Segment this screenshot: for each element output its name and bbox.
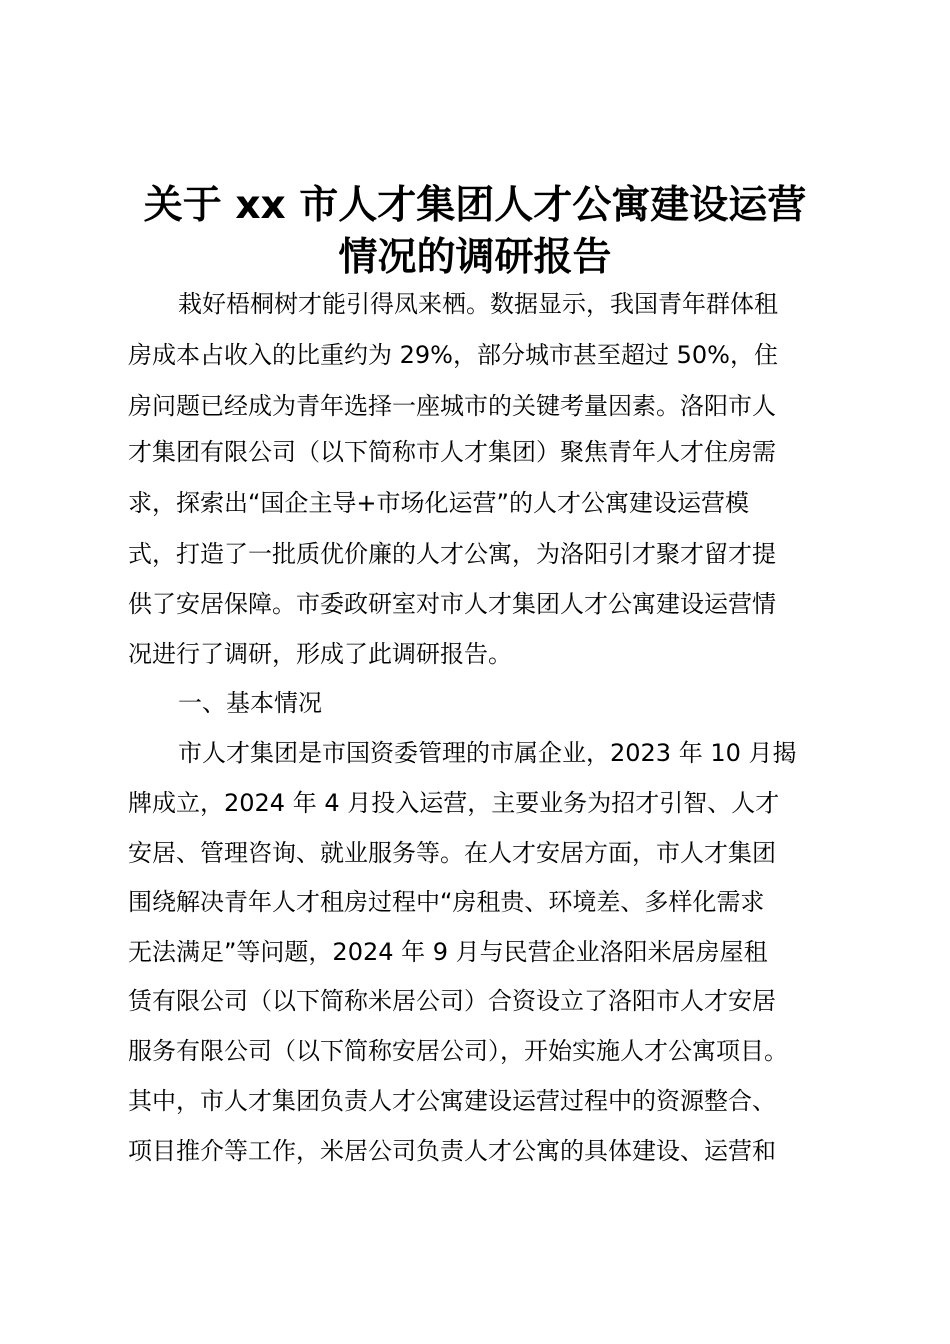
paragraph-line: 市人才集团是市国资委管理的市属企业，2023 年 10 月揭 (178, 739, 797, 767)
paragraph-line: 求，探索出“国企主导+市场化运营”的人才公寓建设运营模 (128, 489, 749, 517)
paragraph-line: 房问题已经成为青年选择一座城市的关键考量因素。洛阳市人 (128, 392, 776, 420)
paragraph-line: 赁有限公司（以下简称米居公司）合资设立了洛阳市人才安居 (128, 987, 776, 1015)
paragraph-line: 栽好梧桐树才能引得凤来栖。数据显示，我国青年群体租 (178, 290, 778, 318)
paragraph-line: 围绕解决青年人才租房过程中“房租贵、环境差、多样化需求 (128, 888, 765, 916)
paragraph-line: 式，打造了一批质优价廉的人才公寓，为洛阳引才聚才留才提 (128, 540, 776, 568)
paragraph-line: 项目推介等工作，米居公司负责人才公寓的具体建设、运营和 (128, 1137, 776, 1165)
paragraph-line: 牌成立，2024 年 4 月投入运营，主要业务为招才引智、人才 (128, 789, 780, 817)
paragraph-line: 安居、管理咨询、就业服务等。在人才安居方面，市人才集团 (128, 839, 776, 867)
paragraph-line: 才集团有限公司（以下简称市人才集团）聚焦青年人才住房需 (128, 438, 776, 466)
paragraph-line: 房成本占收入的比重约为 29%，部分城市甚至超过 50%，住 (128, 341, 778, 369)
paragraph-line: 况进行了调研，形成了此调研报告。 (128, 640, 512, 668)
document-title-line-1: 关于 xx 市人才集团人才公寓建设运营 (143, 183, 807, 228)
document-title-line-2: 情况的调研报告 (338, 235, 612, 280)
paragraph-line: 无法满足”等问题，2024 年 9 月与民营企业洛阳米居房屋租 (128, 938, 768, 966)
paragraph-line: 其中，市人才集团负责人才公寓建设运营过程中的资源整合、 (128, 1087, 776, 1115)
paragraph-line: 服务有限公司（以下简称安居公司），开始实施人才公寓项目。 (128, 1037, 788, 1065)
section-heading: 一、基本情况 (178, 689, 322, 717)
paragraph-line: 供了安居保障。市委政研室对市人才集团人才公寓建设运营情 (128, 590, 776, 618)
